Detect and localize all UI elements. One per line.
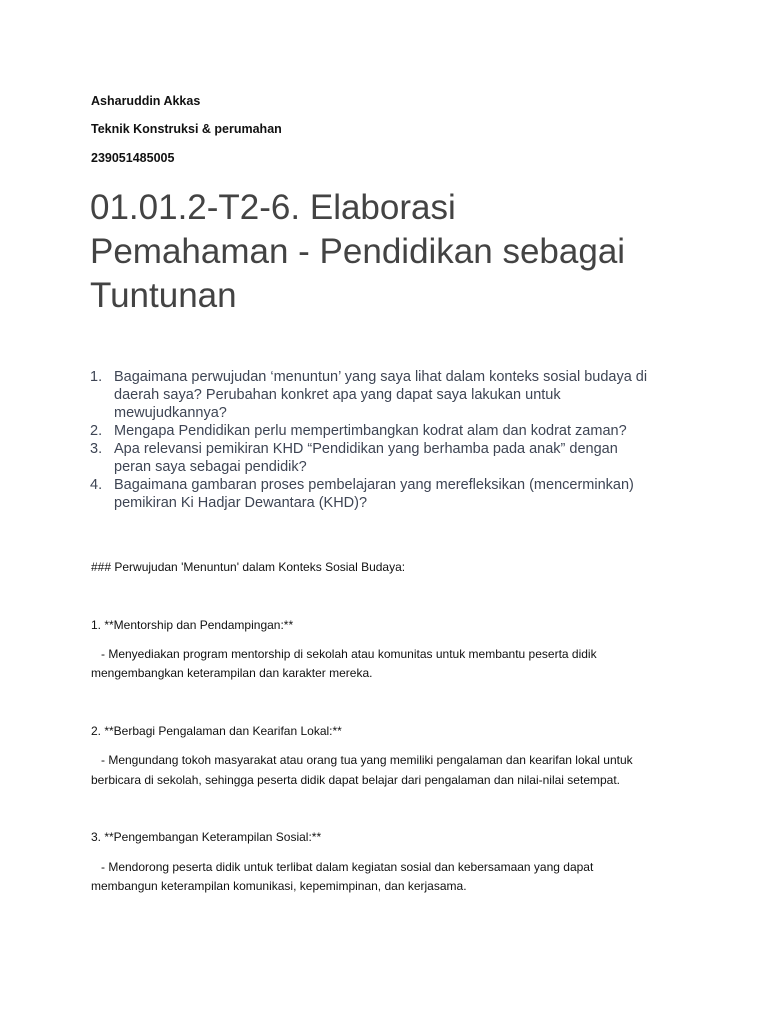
document-title: [90, 186, 710, 318]
question-number: 2.: [90, 423, 103, 439]
question-item: [90, 440, 690, 476]
question-text-line: Bagaimana gambaran proses pembelajaran yang merefleksikan (mencerminkan): [114, 477, 634, 493]
question-number: 3.: [90, 441, 103, 457]
item-text-line: - Mendorong peserta didik untuk terlibat dalam kegiatan sosial dan kebersamaan yang dapat: [91, 860, 594, 874]
question-number: 4.: [90, 477, 103, 493]
question-item: [90, 368, 690, 422]
question-text-line: Bagaimana perwujudan ‘menuntun’ yang saya lihat dalam konteks sosial budaya di: [114, 369, 648, 385]
item-text-line: mengembangkan keterampilan dan karakter mereka.: [91, 666, 373, 680]
item-text-line: berbicara di sekolah, sehingga peserta didik dapat belajar dari pengalaman dan nilai-nilai setempat.: [91, 773, 621, 787]
question-text-line: daerah saya? Perubahan konkret apa yang dapat saya lakukan untuk: [114, 387, 561, 403]
item-text-line: - Mengundang tokoh masyarakat atau orang tua yang memiliki pengalaman dan kearifan lokal untuk: [91, 753, 633, 767]
question-text-line: mewujudkannya?: [114, 405, 227, 421]
item-text-line: membangun keterampilan komunikasi, kepemimpinan, dan kerjasama.: [91, 879, 467, 893]
program-name: Teknik Konstruksi & perumahan: [91, 122, 282, 136]
title-line: Pemahaman - Pendidikan sebagai: [90, 232, 626, 271]
question-text-line: pemikiran Ki Hadjar Dewantara (KHD)?: [114, 495, 368, 511]
question-text-line: peran saya sebagai pendidik?: [114, 459, 307, 475]
item-heading: 1. **Mentorship dan Pendampingan:**: [91, 618, 294, 632]
author-name: Asharuddin Akkas: [91, 94, 201, 108]
question-text-line: Mengapa Pendidikan perlu mempertimbangkan kodrat alam dan kodrat zaman?: [114, 423, 627, 439]
item-heading: 2. **Berbagi Pengalaman dan Kearifan Lokal:**: [91, 724, 342, 738]
question-text-line: Apa relevansi pemikiran KHD “Pendidikan yang berhamba pada anak” dengan: [114, 441, 618, 457]
student-id: 239051485005: [91, 151, 175, 165]
item-text-line: - Menyediakan program mentorship di sekolah atau komunitas untuk membantu peserta didik: [91, 647, 597, 661]
question-item: [90, 422, 690, 440]
question-number: 1.: [90, 369, 103, 385]
title-line: Tuntunan: [90, 276, 237, 315]
question-item: [90, 476, 690, 512]
question-list: [90, 368, 690, 512]
section-heading: ### Perwujudan 'Menuntun' dalam Konteks Sosial Budaya:: [91, 560, 406, 574]
title-line: 01.01.2-T2-6. Elaborasi: [90, 188, 456, 227]
item-heading: 3. **Pengembangan Keterampilan Sosial:**: [91, 830, 322, 844]
